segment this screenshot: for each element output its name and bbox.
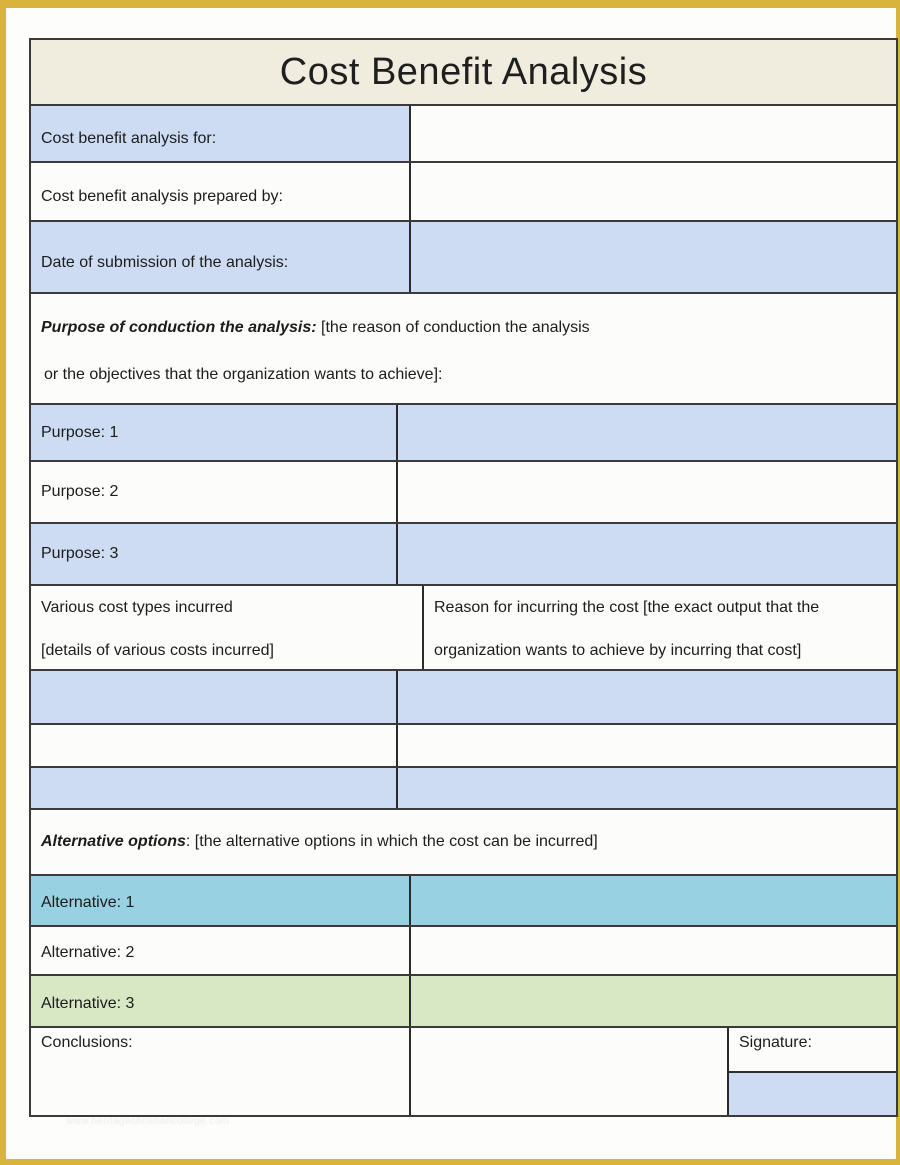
purpose-heading-bold: Purpose of conduction the analysis: [41,319,317,336]
table-row [31,104,896,161]
costs-right-line2: organization wants to achieve by incurring that cost] [434,642,802,659]
table-row [31,974,896,1026]
purpose-2-field[interactable] [398,462,896,522]
signature-label: Signature: [729,1028,896,1071]
page-title: Cost Benefit Analysis [279,50,648,93]
submission-date-label: Date of submission of the analysis: [31,222,411,292]
costs-left-header [31,586,424,669]
alternatives-heading [31,810,896,874]
cost-type-field[interactable] [31,725,398,766]
purpose-3-label: Purpose: 3 [31,524,398,584]
costs-left-line1: Various cost types incurred [41,599,233,616]
table-row [31,403,896,460]
purpose-1-label: Purpose: 1 [31,405,398,460]
costs-right-header [424,586,896,669]
costs-header-row [31,584,896,669]
alternative-2-label: Alternative: 2 [31,927,411,974]
purpose-heading-line1: [the reason of conduction the analysis [316,319,590,336]
cost-entry-row [31,669,896,723]
purpose-heading-line2: or the objectives that the organization wants to achieve]: [44,366,443,383]
alternative-3-label: Alternative: 3 [31,976,411,1026]
purpose-heading-row [31,292,896,403]
submission-date-field[interactable] [411,222,896,292]
cost-benefit-analysis-form [29,38,898,1117]
conclusions-field[interactable] [411,1028,729,1115]
title-row [31,40,896,104]
watermark: www.heritagechristiancollege.com [66,1116,230,1127]
table-row [31,161,896,220]
signature-field[interactable] [729,1071,896,1115]
cost-entry-row [31,723,896,766]
alternatives-heading-rest: : [the alternative options in which the cost can be incurred] [185,833,598,850]
conclusions-row [31,1026,896,1115]
table-row [31,874,896,925]
table-row [31,460,896,522]
cost-type-field[interactable] [31,768,398,808]
table-row [31,220,896,292]
purpose-2-label: Purpose: 2 [31,462,398,522]
cost-reason-field[interactable] [398,725,896,766]
table-row [31,522,896,584]
cost-reason-field[interactable] [398,671,896,723]
cost-entry-row [31,766,896,808]
alternative-1-label: Alternative: 1 [31,876,411,925]
analysis-for-label: Cost benefit analysis for: [31,106,411,161]
signature-area [729,1028,896,1115]
costs-left-line2: [details of various costs incurred] [41,642,274,659]
alternative-1-field[interactable] [411,876,896,925]
cost-reason-field[interactable] [398,768,896,808]
alternatives-heading-bold: Alternative options [41,833,186,850]
prepared-by-field[interactable] [411,163,896,220]
cost-type-field[interactable] [31,671,398,723]
alternative-3-field[interactable] [411,976,896,1026]
table-row [31,925,896,974]
costs-right-line1: Reason for incurring the cost [the exact output that the [434,599,820,616]
prepared-by-label: Cost benefit analysis prepared by: [31,163,411,220]
purpose-heading [31,294,604,403]
alternatives-heading-row [31,808,896,874]
analysis-for-field[interactable] [411,106,896,161]
alternative-2-field[interactable] [411,927,896,974]
purpose-1-field[interactable] [398,405,896,460]
conclusions-label: Conclusions: [31,1028,411,1115]
purpose-3-field[interactable] [398,524,896,584]
